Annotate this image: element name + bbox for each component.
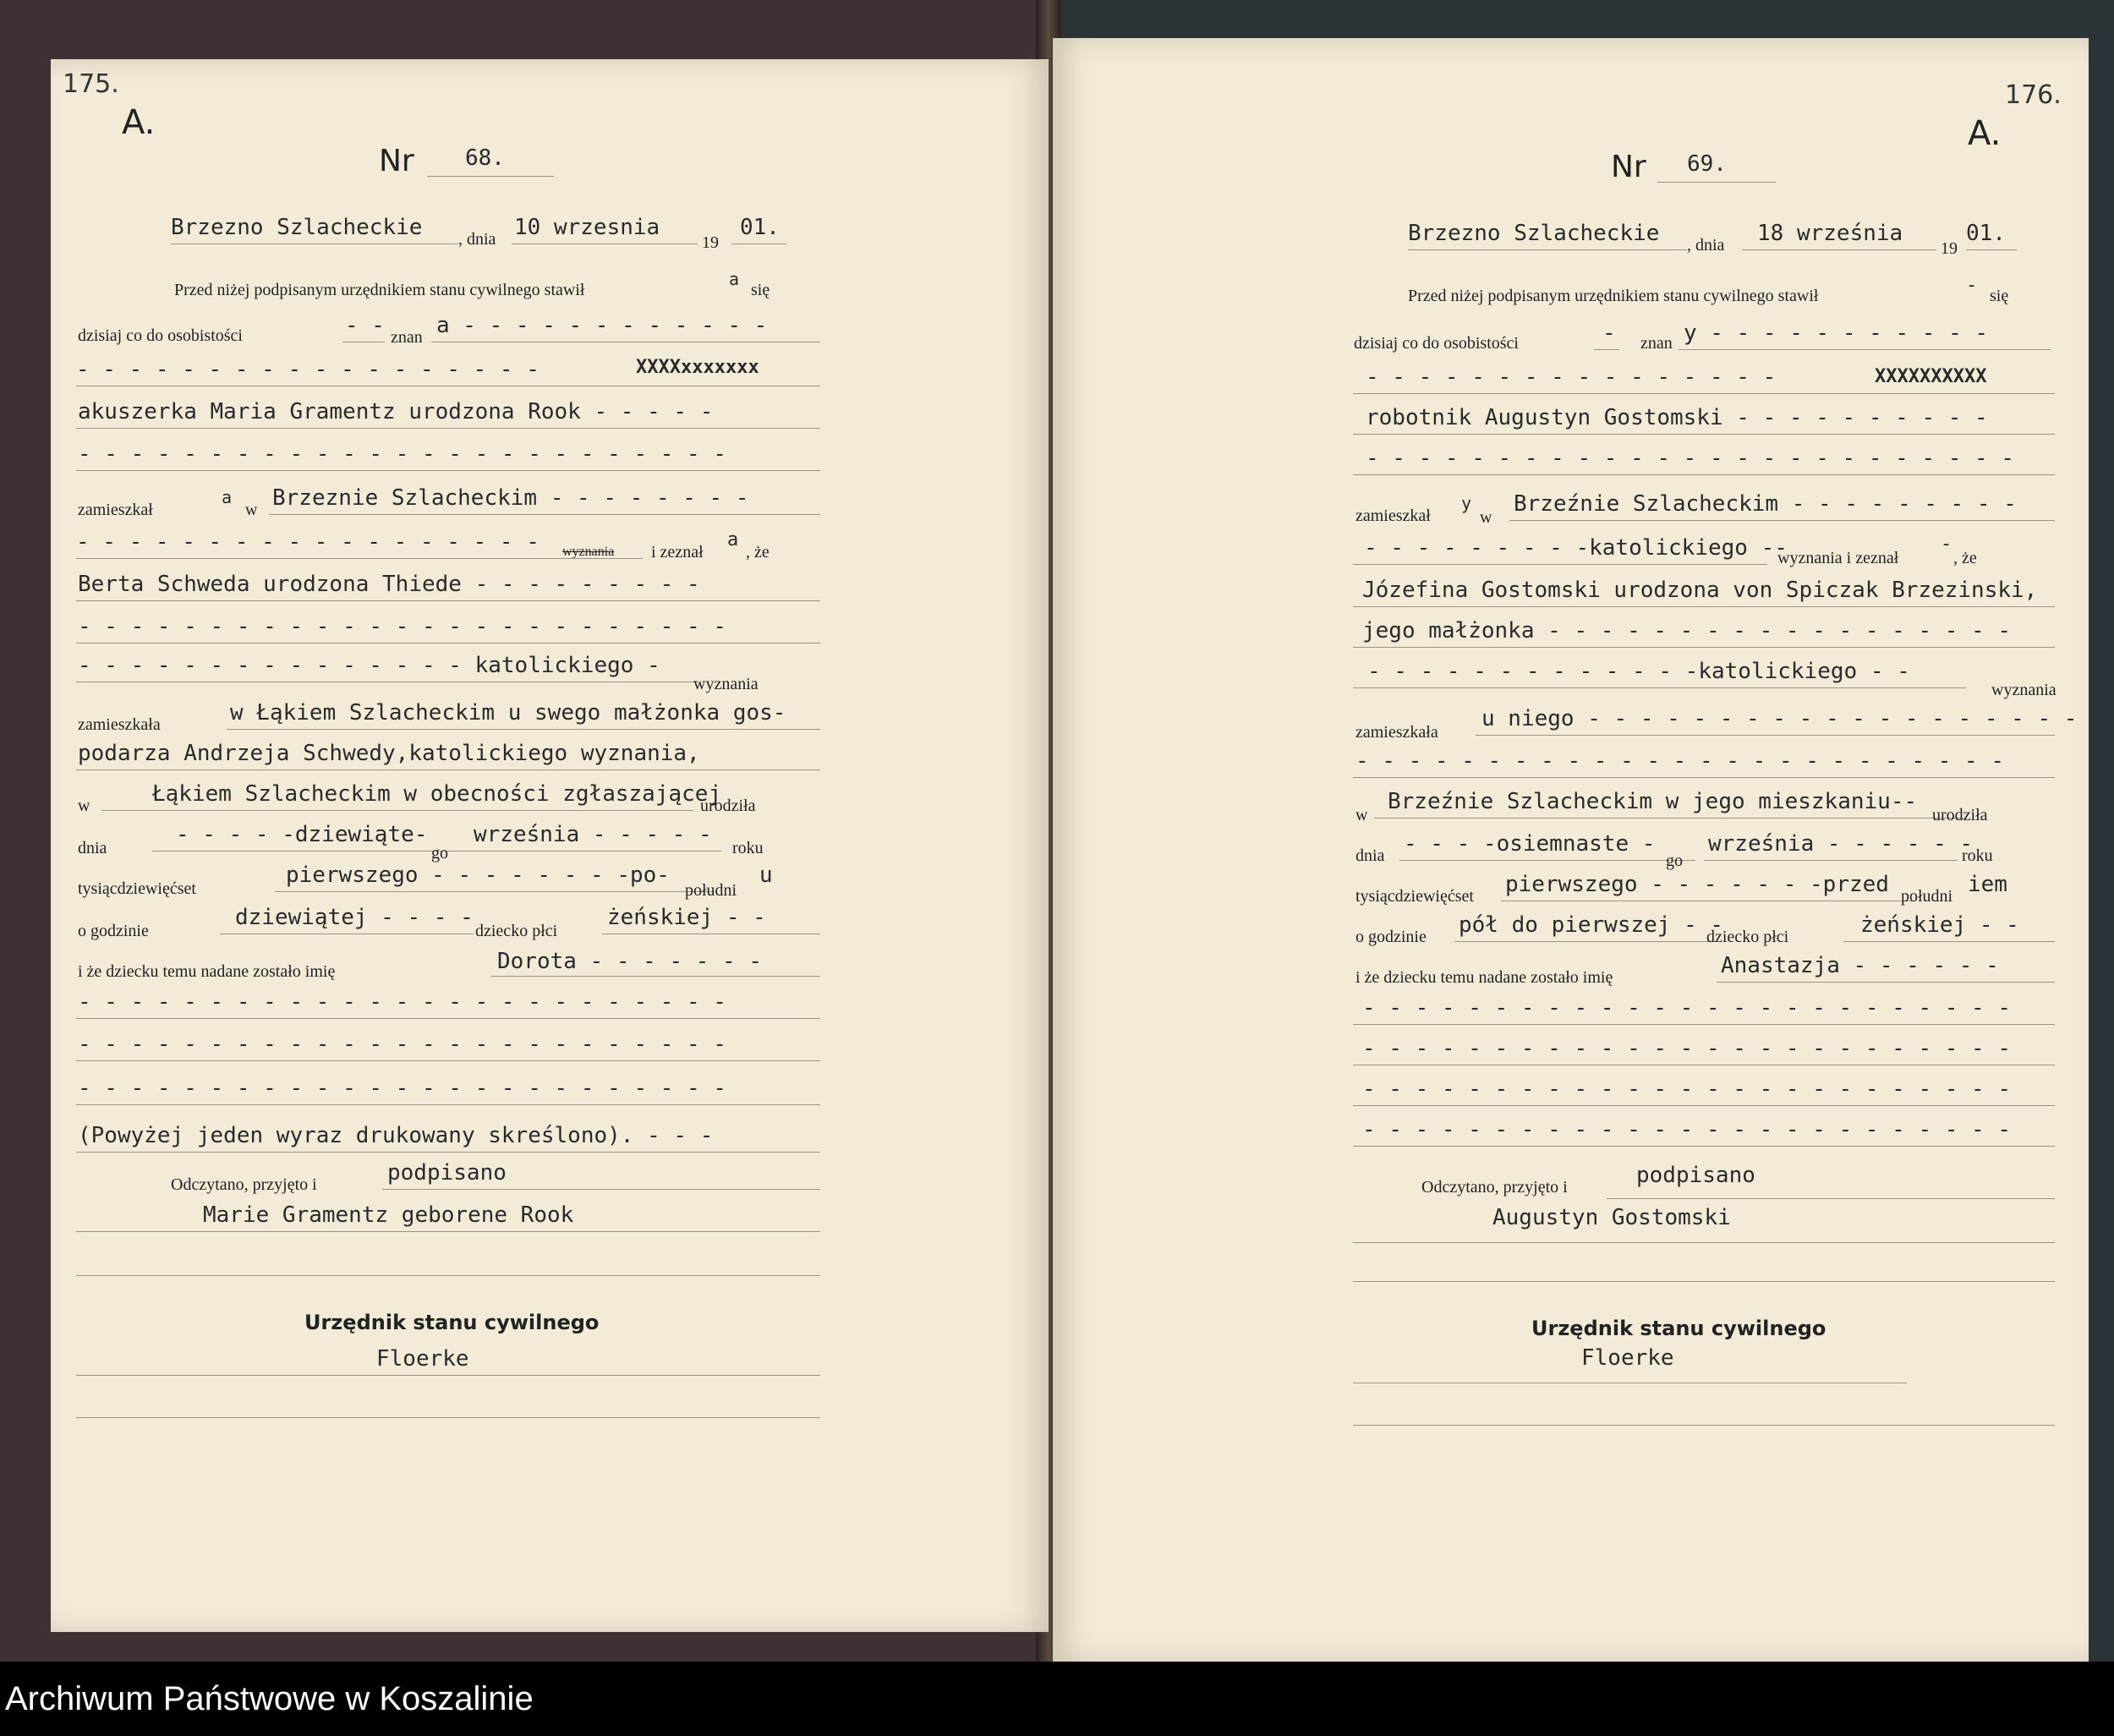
rule [1353,647,2055,648]
printed-text: i zeznał [651,543,704,561]
printed-text: dziecko płci [1706,928,1789,946]
typed-line: - - - - - - - - - - - - -katolickiego - - [1367,659,1910,684]
archive-label: Archiwum Państwowe w Koszalinie [5,1680,534,1717]
struck-text: wyznania [562,545,615,559]
typed-line: jego małżonka - - - - - - - - - - - - - - - - - - [1362,618,2012,643]
typed-fill: Brzeźnie Szlacheckim - - - - - - - - - [1514,491,2017,517]
right-page [1053,38,2089,1662]
rule [1353,687,1966,688]
typed-line: podarza Andrzeja Schwedy,katolickiego wyznania, [78,741,700,766]
printed-text: i że dziecku temu nadane zostało imię [78,962,336,981]
typed-fill: pierwszego - - - - - - - -po- [286,863,670,888]
printed-text: w [1355,806,1368,824]
printed-text: roku [732,839,764,857]
typed-line: Józefina Gostomski urodzona von Spiczak Brzezinski, [1362,578,2038,603]
rule [76,428,820,429]
typed-line: - - - - - - - - -katolickiego -- [1364,535,1788,561]
printed-text: roku [1962,846,1993,865]
typed-fill: - [1602,320,1616,346]
typed-fill: - [1941,534,1952,555]
typed-fill: u niego - - - - - - - - - - - - - - - - - - - [1481,706,2078,731]
printed-text: tysiącdziewięćset [1355,887,1474,906]
printed-text: dziecko płci [475,922,558,940]
rule [275,891,715,892]
rule [76,1275,820,1276]
left-page [51,59,1049,1632]
rule [1966,249,2017,250]
printed-text: dnia [78,839,107,857]
rule [1657,182,1776,183]
printed-text: zamieszkał [78,501,153,519]
rule [1353,564,1767,565]
typed-line: - - - - - - - - - - - - - - - - - - - - - - - - - [1362,1117,2012,1142]
printed-text: go [431,844,448,863]
typed-fill: - - - -osiemnaste - [1404,831,1656,857]
rule [427,176,554,177]
official-title: Urzędnik stanu cywilnego [304,1311,600,1334]
rule [76,1018,820,1019]
typed-fill: y - - - - - - - - - - - [1684,320,1989,346]
rule [1353,777,2055,778]
printed-text: dnia [1355,846,1385,865]
typed-line: - - - - - - - - - - - - - - - - - - - - - - - - - [1362,995,2012,1021]
rule [76,600,820,601]
printed-text: , że [1953,549,1977,567]
rule [1408,249,1687,250]
printed-text: i że dziecku temu nadane zostało imię [1355,968,1613,987]
official-name: Floerke [376,1346,469,1372]
year-prefix: 19 [1941,239,1958,258]
rule [76,470,820,471]
section-letter: A. [122,103,156,142]
typed-fill: a [222,487,233,507]
printed-text: urodziła [700,797,756,815]
printed-text: zamieszkał [1355,507,1431,525]
typed-line: - - - - - - - - - - - - - - - - - - - - - - - - - [78,1032,727,1057]
typed-line: - - - - - - - - - - - - - - - - - - - - - - - - - [78,441,727,467]
typed-fill: - - [345,313,385,338]
rule [269,514,820,515]
typed-fill: Anastazja - - - - - - [1721,953,1999,978]
rule [1679,349,2051,350]
rule [101,810,693,811]
typed-fill: żeńskiej - - [607,905,766,930]
rule [76,1417,820,1418]
record-number: 69. [1687,151,1727,177]
typed-fill: a [729,269,740,289]
rule [1353,1146,2055,1147]
rule [1717,982,2055,983]
place: Brzezno Szlacheckie [1408,221,1660,246]
rule [1843,941,2055,942]
typed-line: (Powyżej jeden wyraz drukowany skreślono). - - - [78,1123,714,1148]
page-number: 176. [2005,80,2062,110]
typed-line: robotnik Augustyn Gostomski - - - - - - - - - - [1366,405,1988,430]
typed-fill: pół do pierwszej - - [1459,912,1724,938]
printed-text: , że [746,543,769,561]
typed-line: - - - - - - - - - - - - - - - - - - - - - - - - - [1355,748,2005,774]
typed-line: - - - - - - - - - - - - - - - - - - - - - - - - - [78,614,727,639]
printed-text: Odczytano, przyjęto i [171,1175,317,1194]
typed-fill: Dorota - - - - - - - [497,949,763,974]
printed-text: znan [391,328,423,347]
typed-line: - - - - - - - - - - - - - - - - - - - - - - - - - [1362,1076,2012,1102]
rule [1509,520,2055,521]
printed-text: o godzinie [1355,928,1427,946]
rule [1353,1281,2055,1282]
rule [472,851,721,852]
rule [227,729,820,730]
printed-text: się [1990,287,2009,305]
year: 01. [1966,221,2006,246]
printed-text: w [245,501,258,519]
typed-fill: Łąkiem Szlacheckim w obecności zgłaszającej [152,781,722,807]
rule [1742,249,1936,250]
typed-line: - - - - - - - - - - - - - - - - - - [76,529,539,555]
typed-fill: żeńskiej - - [1860,912,2019,938]
typed-fill: września - - - - - [474,822,712,847]
printed-text: dzisiaj co do osobistości [1354,334,1519,353]
rule [1476,735,2055,736]
record-number-label: Nr [1611,150,1646,184]
typed-fill: - [1966,275,1978,296]
printed-text: wyznania [693,675,759,693]
printed-text: południ [1901,887,1953,906]
typed-fill: a - - - - - - - - - - - - [436,313,768,338]
rule [76,1104,820,1105]
official-title: Urzędnik stanu cywilnego [1531,1317,1826,1340]
printed-text: Przed niżej podpisanym urzędnikiem stanu cywilnego stawił [1408,287,1819,305]
rule [76,558,643,559]
rule [382,1189,820,1190]
section-letter: A. [1968,114,2002,153]
dnia-label: , dnia [458,230,496,249]
typed-line: - - - - - - - - - - - - - - - - [1366,364,1777,390]
date: 10 wrzesnia [514,215,660,240]
printed-text: dzisiaj co do osobistości [78,326,243,345]
rule [1353,1024,2055,1025]
typed-line: akuszerka Maria Gramentz urodzona Rook - - - - - [78,399,714,424]
printed-text: znan [1640,334,1673,353]
printed-text: Odczytano, przyjęto i [1421,1178,1568,1197]
rule [76,769,820,770]
typed-line: - - - - - - - - - - - - - - - - - - - - - - - - - [78,1076,727,1101]
rule [152,851,478,852]
printed-text: zamieszkała [1355,723,1438,742]
rule [1353,393,2055,394]
rule [490,976,820,977]
typed-fill: podpisano [1636,1163,1755,1188]
typed-fill: a [727,529,739,550]
typed-fill: podpisano [387,1160,507,1186]
struck-text: XXXXXXXXXX [1875,366,1987,387]
year: 01. [740,215,780,240]
page-number: 175. [63,69,119,99]
typed-line: - - - - - - - - - - - - - - - - - - - - - - - - - [78,989,727,1015]
record-number-label: Nr [379,144,414,178]
place: Brzezno Szlacheckie [171,215,423,240]
rule [76,1060,820,1061]
rule [1454,941,1717,942]
typed-fill: w Łąkiem Szlacheckim u swego małżonka gos- [230,700,786,726]
printed-text: urodziła [1932,806,1988,824]
rule [1607,1198,2055,1199]
rule [1353,1425,2055,1426]
date: 18 września [1757,221,1903,246]
printed-text: południ [685,881,737,900]
archive-footer [0,1662,2114,1736]
signature: Marie Gramentz geborene Rook [203,1202,574,1228]
struck-text: XXXXxxxxxxx [636,357,759,378]
year-prefix: 19 [702,233,719,252]
dnia-label: , dnia [1687,236,1725,255]
typed-fill: iem [1968,872,2007,897]
typed-fill: y [1461,493,1472,513]
printed-text: zamieszkała [78,715,161,734]
printed-text: się [751,281,770,299]
printed-text: wyznania [1991,681,2056,699]
rule [1353,606,2055,607]
typed-line: - - - - - - - - - - - - - - - - - - - - - - - - - [1366,446,2015,471]
typed-line: - - - - - - - - - - - - - - - - - - - - - - - - - [1362,1036,2012,1061]
typed-fill: - - - - -dziewiąte- [176,822,428,847]
rule [1353,1242,2055,1243]
typed-fill: Brzeznie Szlacheckim - - - - - - - - [272,485,749,511]
rule [76,1375,820,1376]
printed-text: o godzinie [78,922,149,940]
rule [76,1152,820,1153]
typed-line: Berta Schweda urodzona Thiede - - - - - - - - - [78,572,700,597]
rule [1353,474,2055,475]
rule [1374,818,1966,819]
record-number: 68. [465,145,505,171]
printed-text: tysiącdziewięćset [78,879,196,898]
typed-fill: dziewiątej - - - - [235,905,474,930]
typed-fill: u [759,863,773,888]
printed-text: w [1480,508,1492,527]
printed-text: wyznania i zeznał [1777,549,1899,567]
rule [1704,860,1958,861]
typed-line: - - - - - - - - - - - - - - - katolickiego - [78,653,660,678]
typed-line: - - - - - - - - - - - - - - - - - - [76,357,539,382]
typed-fill: Brzeźnie Szlacheckim w jego mieszkaniu-- [1388,789,1918,814]
official-name: Floerke [1581,1345,1674,1371]
printed-text: go [1666,852,1683,870]
rule [1399,860,1695,861]
rule [1353,434,2055,435]
typed-fill: pierwszego - - - - - - -przed [1505,872,1889,897]
rule [76,1231,820,1232]
typed-fill: września - - - - - - [1708,831,1974,857]
signature: Augustyn Gostomski [1492,1205,1731,1230]
printed-text: w [78,797,90,815]
printed-text: Przed niżej podpisanym urzędnikiem stanu cywilnego stawił [174,281,585,299]
rule [1594,349,1619,350]
rule [1353,1105,2055,1106]
